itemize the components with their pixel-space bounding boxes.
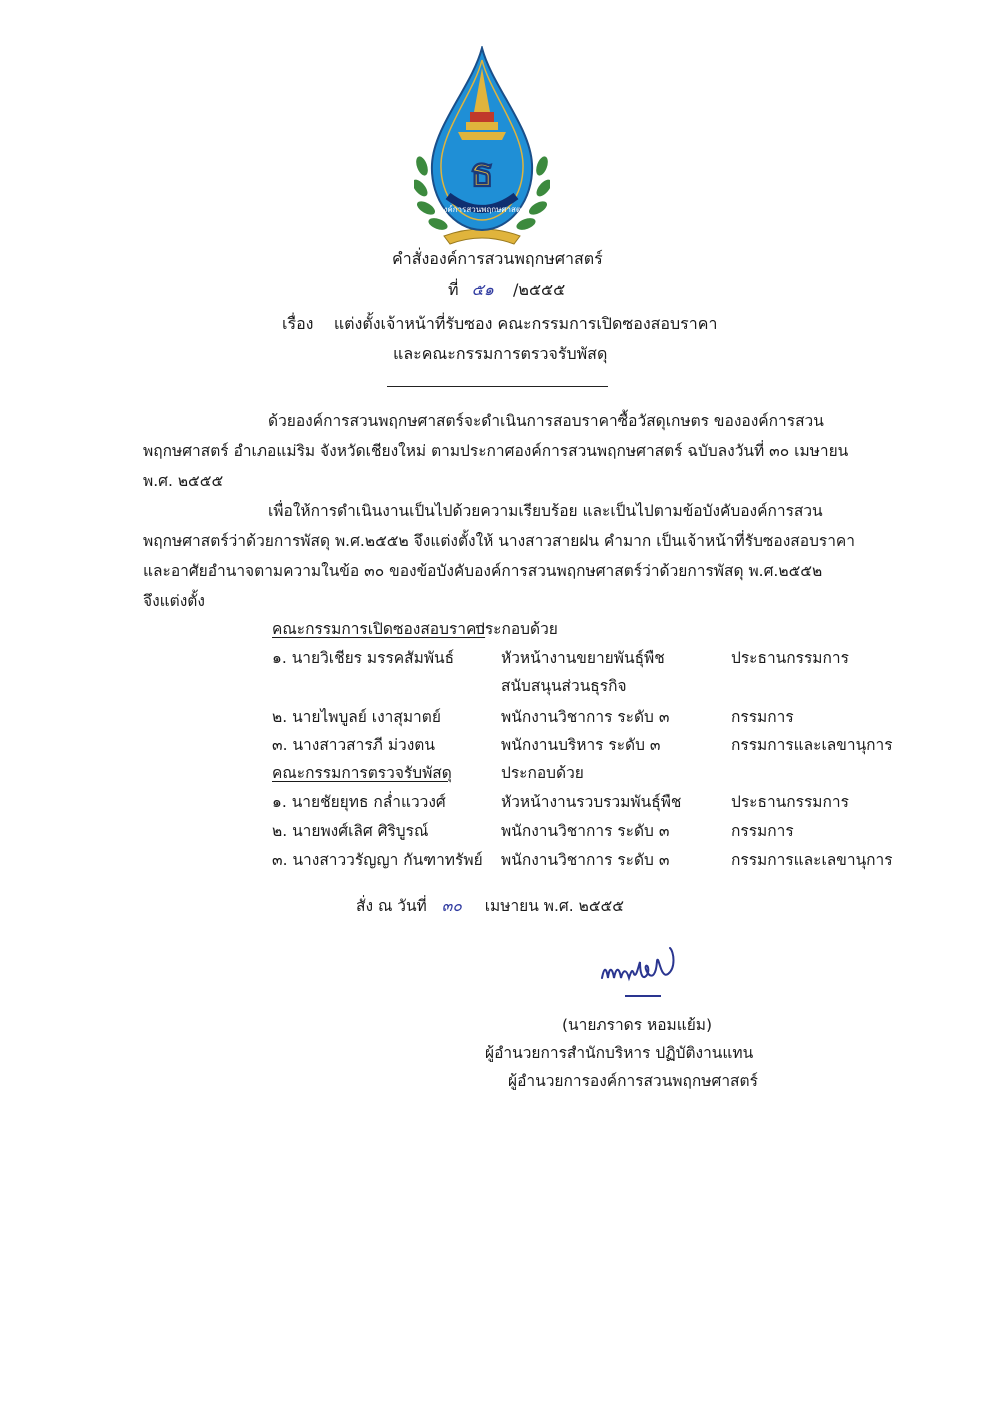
order-title: คำสั่งองค์การสวนพฤกษศาสตร์ [392, 249, 603, 268]
member-position: พนักงานวิชาการ ระดับ ๓ [501, 822, 670, 840]
committee-1-title: คณะกรรมการเปิดซองสอบราคา [272, 620, 486, 638]
member-position-extra: สนับสนุนส่วนธุรกิจ [501, 677, 627, 695]
member-role: กรรมการ [731, 708, 794, 726]
order-year: /๒๕๕๕ [513, 280, 566, 299]
organization-logo [414, 46, 550, 248]
signature-underline [625, 995, 661, 997]
paragraph-2-line: พฤกษศาสตร์ว่าด้วยการพัสดุ พ.ศ.๒๕๕๒ จึงแต่งตั้งให้ นางสาวสายฝน คำมาก เป็นเจ้าหน้าที่รับซองสอบราคา [143, 532, 856, 550]
subject-text-2: และคณะกรรมการตรวจรับพัสดุ [393, 344, 608, 363]
paragraph-2-line: จึงแต่งตั้ง [143, 592, 205, 610]
member-name: ๒. นายพงศ์เลิศ ศิริบูรณ์ [272, 822, 429, 840]
order-number-line [448, 279, 565, 301]
paragraph-2 [143, 496, 878, 616]
subject-line [282, 313, 717, 335]
member-position: พนักงานบริหาร ระดับ ๓ [501, 736, 661, 754]
member-name: ๓. นางสาววรัญญา กันฑาทรัพย์ [272, 851, 483, 869]
signer-title-2: ผู้อำนวยการองค์การสวนพฤกษศาสตร์ [508, 1072, 758, 1090]
ordered-day: ๓๐ [441, 897, 462, 915]
member-role: ประธานกรรมการ [731, 649, 849, 667]
committee-2-title: คณะกรรมการตรวจรับพัสดุ [272, 764, 452, 782]
member-name: ๑. นายชัยยุทธ กล่ำแววงศ์ [272, 793, 446, 811]
member-position: หัวหน้างานขยายพันธุ์พืช [501, 649, 665, 667]
paragraph-1-line: ด้วยองค์การสวนพฤกษศาสตร์จะดำเนินการสอบราคาซื้อวัสดุเกษตร ขององค์การสวน [268, 412, 824, 430]
member-role: ประธานกรรมการ [731, 793, 849, 811]
member-position: หัวหน้างานรวบรวมพันธุ์พืช [501, 793, 682, 811]
member-role: กรรมการและเลขานุการ [731, 851, 893, 869]
order-number: ๕๑ [471, 280, 494, 299]
logo-text: องค์การสวนพฤกษศาสตร์ [438, 205, 526, 214]
paragraph-1-line: พ.ศ. ๒๕๕๕ [143, 472, 224, 490]
committee-1-suffix: ประกอบด้วย [475, 620, 558, 638]
ordered-date-line [356, 894, 624, 918]
signer-title-1: ผู้อำนวยการสำนักบริหาร ปฏิบัติงานแทน [485, 1044, 754, 1062]
ordered-month-year: เมษายน พ.ศ. ๒๕๕๕ [484, 897, 625, 915]
svg-text:ธ: ธ [469, 149, 495, 196]
ordered-prefix: สั่ง ณ วันที่ [356, 897, 427, 915]
signer-name: (นายภราดร หอมแย้ม) [562, 1016, 713, 1034]
member-name: ๑. นายวิเชียร มรรคสัมพันธ์ [272, 649, 455, 667]
subject-text-1: แต่งตั้งเจ้าหน้าที่รับซอง คณะกรรมการเปิดซองสอบราคา [333, 314, 718, 333]
paragraph-2-line: เพื่อให้การดำเนินงานเป็นไปด้วยความเรียบร้อย และเป็นไปตามข้อบังคับองค์การสวน [268, 502, 823, 520]
committee-2-suffix: ประกอบด้วย [501, 764, 584, 782]
order-prefix: ที่ [448, 280, 459, 299]
member-position: พนักงานวิชาการ ระดับ ๓ [501, 708, 670, 726]
signature-icon [596, 938, 686, 998]
member-role: กรรมการและเลขานุการ [731, 736, 893, 754]
paragraph-2-line: และอาศัยอำนาจตามความในข้อ ๓๐ ของข้อบังคับองค์การสวนพฤกษศาสตร์ว่าด้วยการพัสดุ พ.ศ.๒๕๕๒ [143, 562, 823, 580]
paragraph-1-line: พฤกษศาสตร์ อำเภอแม่ริม จังหวัดเชียงใหม่ ตามประกาศองค์การสวนพฤกษศาสตร์ ฉบับลงวันที่ ๓๐ เมษายน [143, 442, 849, 460]
member-role: กรรมการ [731, 822, 794, 840]
paragraph-1 [143, 406, 878, 496]
subject-label: เรื่อง [282, 314, 314, 333]
member-name: ๓. นางสาวสารภี ม่วงตน [272, 736, 435, 754]
header-divider [387, 386, 608, 387]
member-name: ๒. นายไพบูลย์ เงาสุมาตย์ [272, 708, 441, 726]
member-position: พนักงานวิชาการ ระดับ ๓ [501, 851, 670, 869]
